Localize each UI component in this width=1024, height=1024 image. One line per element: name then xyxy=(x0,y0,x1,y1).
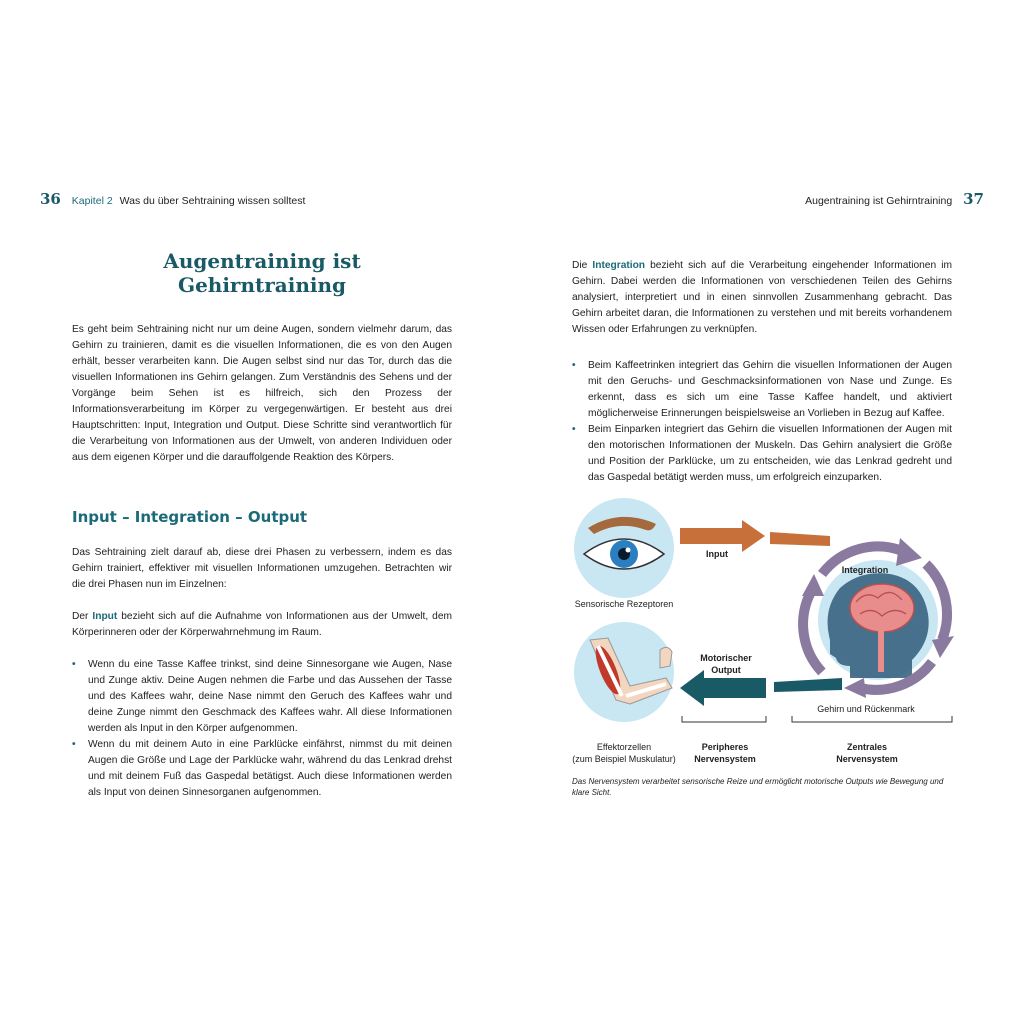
right-bullet-list xyxy=(572,358,952,486)
input-label: Input xyxy=(706,549,728,559)
list-item: • Wenn du mit deinem Auto in eine Parklücke einfährst, nimmst du mit deinen Augen die Größe und Lage der Parklücke wahr, während du das Lenkrad drehst und mit deinem Fuß das Gaspedal betätigst. Auch diese Informationen werden als Input von deinen Sinnesorganen aufgenommen. xyxy=(72,737,452,801)
cns-bracket xyxy=(792,716,952,722)
nervous-system-diagram xyxy=(560,490,960,780)
cns-label: Zentrales Nervensystem xyxy=(836,742,898,764)
integration-label: Integration xyxy=(841,565,889,575)
eye-highlight-icon xyxy=(626,548,631,553)
input-arrow-2-icon xyxy=(770,532,830,546)
page-number-right: 37 xyxy=(963,190,984,208)
left-bullet-list xyxy=(72,657,452,801)
list-item: • Wenn du eine Tasse Kaffee trinkst, sind deine Sinnesorgane wie Augen, Nase und Zunge aktiv. Deine Augen nehmen die Farbe und das Aussehen der Tasse und des Kaffees wahr, deine Nase nimmt den Geruch des Kaffees wahr und deine Zunge nimmt den Geschmack des Kaffees wahr. All diese Informationen werden als Input in den Körper aufgenommen. xyxy=(72,657,452,737)
cycle-arrowhead-bottom-icon xyxy=(844,678,866,698)
title-line-2: Gehirntraining xyxy=(177,273,347,297)
effector-label: Effektorzellen (zum Beispiel Muskulatur) xyxy=(572,742,676,764)
header-left xyxy=(40,190,305,208)
motor-output-label: Motorischer Output xyxy=(700,653,752,675)
chapter-label: Kapitel 2 xyxy=(71,195,113,207)
brain-label: Gehirn und Rückenmark xyxy=(817,704,915,714)
list-item: • Beim Kaffeetrinken integriert das Gehirn die visuellen Informationen der Augen mit den Geruchs- und Geschmacksinformationen von Nase und Zunge. Es erkennt, dass es sich um eine Tasse Kaffee handelt, und aktiviert möglicherweise Erinnerungen beispielsweise an Vorlieben in Bezug auf Kaffee. xyxy=(572,358,952,422)
header-right xyxy=(805,190,984,208)
integration-highlight: Integration xyxy=(592,260,646,271)
list-item: • Beim Einparken integriert das Gehirn die visuellen Informationen der Augen mit den motorischen Informationen der Muskeln. Das Gehirn analysiert die Größe und Position der Parklücke, um zu entscheiden, wie das Lenkrad gedreht und das Gaspedal betätigt werden muss, um erfolgreich einzuparken. xyxy=(572,422,952,486)
output-arrow-2-icon xyxy=(774,678,842,692)
sensor-label: Sensorische Rezeptoren xyxy=(574,599,674,609)
intro-paragraph xyxy=(72,322,452,466)
pns-label: Peripheres Nervensystem xyxy=(694,742,756,764)
chapter-title: Was du über Sehtraining wissen solltest xyxy=(119,195,306,207)
para2: Das Sehtraining zielt darauf ab, diese drei Phasen zu verbessern, indem es das Gehirn trainiert, effektiver mit visuellen Informationen umzugehen. Betrachten wir die drei Phasen nun im Einzelnen: xyxy=(72,547,452,590)
cycle-arrowhead-left-icon xyxy=(802,574,824,596)
input-highlight: Input xyxy=(92,611,118,622)
subheading: Input – Integration – Output xyxy=(72,508,308,526)
cycle-arrowhead-right-icon xyxy=(932,636,954,658)
page-title xyxy=(72,249,452,297)
title-line-1: Augentraining ist xyxy=(163,249,361,273)
intro-text: Es geht beim Sehtraining nicht nur um deine Augen, sondern vielmehr darum, das Gehirn zu trainieren, damit es die visuellen Informationen, die es von den Augen erhält, besser verarbeiten kann. Die Augen selbst sind nur das Tor, durch das die visuellen Informationen ins Gehirn gelangen. Zum Verständnis des Sehens und der Vorgänge beim Sehen ist es hilfreich, sich den Prozess der Informationsverarbeitung im Körper zu vergegenwärtigen. Er besteht aus drei Hauptschritten: Input, Integration und Output. Diese Schritte sind verantwortlich für die Verarbeitung von Informationen aus der Umwelt, von anderen Individuen oder aus dem eigenen Körper und die darauffolgende Reaktion des Körpers. xyxy=(72,324,452,463)
figure-caption: Das Nervensystem verarbeitet sensorische Reize und ermöglicht motorische Outputs wie Bewegung und klare Sicht. xyxy=(572,777,944,797)
cycle-arrowhead-top-icon xyxy=(896,538,922,566)
para3: Der Input bezieht sich auf die Aufnahme von Informationen aus der Umwelt, dem Körperinneren oder der Körperwahrnehmung im Raum. xyxy=(72,611,453,638)
brain-icon xyxy=(850,584,914,632)
hand-icon xyxy=(660,647,672,668)
page-number-left: 36 xyxy=(40,190,61,208)
integration-paragraph: Die Integration bezieht sich auf die Verarbeitung eingehender Informationen im Gehirn. Dabei werden die Informationen von verschiedenen Teilen des Gehirns analysiert, interpretiert und in einen sinnvollen Zusammenhang gebracht. Das Gehirn arbeitet daran, die Informationen zu verstehen und mit bereits vorhandenem Wissen oder Erfahrungen zu verknüpfen. xyxy=(572,260,952,335)
right-body xyxy=(572,258,952,486)
pns-bracket xyxy=(682,716,766,722)
left-body xyxy=(72,545,452,801)
spinal-cord-icon xyxy=(878,628,884,672)
section-title-header: Augentraining ist Gehirntraining xyxy=(805,195,953,207)
